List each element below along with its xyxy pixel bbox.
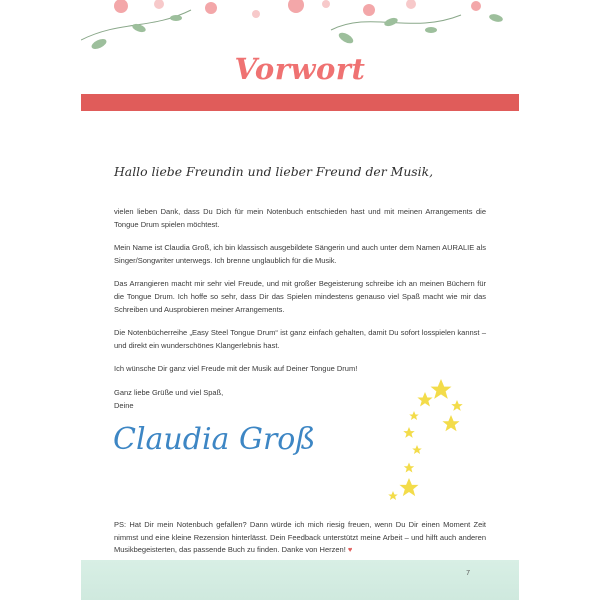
floral-header-decoration [81,0,519,60]
closing-line: Deine [114,400,134,410]
paragraph: Die Notenbücherreihe „Easy Steel Tongue Drum“ ist ganz einfach gehalten, damit Du sofort losspielen kannst – und direkt ein wunderschönes Klangerlebnis hast. [114,328,486,350]
footer-band [81,560,519,600]
closing-line: Ganz liebe Grüße und viel Spaß, [114,387,224,397]
paragraph: Ich wünsche Dir ganz viel Freude mit der Musik auf Deiner Tongue Drum! [114,364,358,374]
stars-decoration [379,378,483,503]
page-title: Vorwort [234,52,366,86]
signature: Claudia Groß [113,422,316,457]
paragraph: Das Arrangieren macht mir sehr viel Freude, und mit großer Begeisterung schreibe ich an meinen Büchern für die Tongue Drum. Ich hoffe so sehr, dass Dir das Spielen mindestens genauso viel Spaß macht wie mir das Schreiben und Ausprobieren meiner Arrangements. [114,279,486,314]
paragraph: Mein Name ist Claudia Groß, ich bin klassisch ausgebildete Sängerin und auch unter dem Namen AURALIE als Singer/Songwriter unterwegs. Ich brenne unglaublich für die Musik. [114,243,486,265]
paragraph: vielen lieben Dank, dass Du Dich für mein Notenbuch entschieden hast und mit meinen Arrangements die Tongue Drum spielen möchtest. [114,207,486,229]
title-band [81,94,519,111]
heart-icon: ♥ [347,545,353,555]
greeting: Hallo liebe Freundin und lieber Freund der Musik, [114,164,434,179]
postscript [114,519,486,557]
document-page [81,0,519,600]
page-number: 7 [466,570,470,577]
postscript-text: PS: Hat Dir mein Notenbuch gefallen? Dann würde ich mich riesig freuen, wenn Du Dir einen Moment Zeit nimmst und eine kleine Rezension hinterlässt. Dein Feedback unterstützt meine Arbeit – und hilft auch anderen Musikbegeisterten, das passende Buch zu finden. Danke von Herzen! [114,520,486,555]
